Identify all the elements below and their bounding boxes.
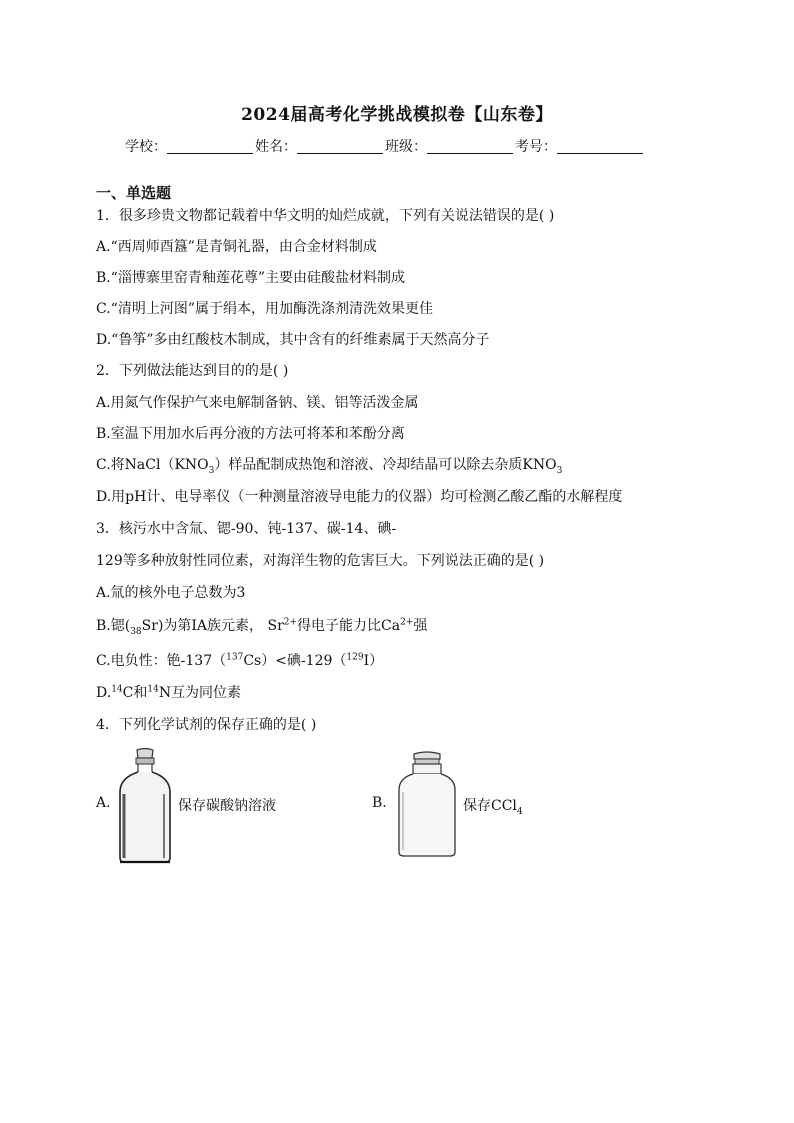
q3-stem-line1: 3．核污水中含氚、锶-90、钝-137、碳-14、碘- bbox=[96, 521, 397, 537]
school-label: 学校： bbox=[125, 139, 167, 155]
q4-option-b-text: 保存CCl$_4$ bbox=[463, 798, 523, 817]
class-blank bbox=[427, 139, 513, 154]
q2-option-d: D.用pH计、电导率仪（一种测量溶液导电能力的仪器）均可检测乙酸乙酯的水解程度 bbox=[96, 489, 623, 505]
q1-stem: 1．很多珍贵文物都记载着中华文明的灿烂成就，下列有关说法错误的是( ) bbox=[96, 208, 555, 224]
q1-option-d: D.“鲁筝”多由红酸枝木制成，其中含有的纤维素属于天然高分子 bbox=[96, 332, 490, 348]
q1-option-b: B.“淄博寨里窑青釉莲花尊”主要由硅酸盐材料制成 bbox=[96, 270, 406, 286]
q3-option-d: D.$^{14}$C和$^{14}$N互为同位素 bbox=[96, 684, 242, 701]
q3-option-c: C.电负性：铯-137（$^{137}$Cs）<碘-129（$^{129}$I） bbox=[96, 652, 384, 669]
name-blank bbox=[297, 139, 383, 154]
q1-option-c: C.“清明上河图”属于绢本，用加酶洗涤剂清洗效果更佳 bbox=[96, 301, 433, 317]
q4-option-a-label: A. bbox=[96, 795, 111, 811]
q4-stem: 4．下列化学试剂的保存正确的是( ) bbox=[96, 717, 317, 733]
page-title: 2024届高考化学挑战模拟卷【山东卷】 bbox=[241, 105, 553, 125]
exam-no-blank bbox=[557, 139, 643, 154]
school-blank bbox=[167, 139, 253, 154]
q1-option-a: A.“西周师酉簋”是青铜礼器，由合金材料制成 bbox=[96, 239, 377, 255]
q2-option-c: C.将$NaCl(KNO_3)$样品配制成热饱和溶液、冷却结晶可以除去杂质$KNO_3$ bbox=[96, 457, 563, 476]
section-heading: 一、单选题 bbox=[96, 184, 172, 202]
q4-option-b-label: B. bbox=[372, 795, 387, 811]
class-label: 班级： bbox=[385, 139, 427, 155]
q3-stem-line2: 129等多种放射性同位素，对海洋生物的危害巨大。下列说法正确的是( ) bbox=[96, 553, 545, 569]
student-info-row bbox=[125, 136, 645, 156]
narrow-mouth-bottle-icon bbox=[114, 748, 176, 864]
q2-option-b: B.室温下用加水后再分液的方法可将苯和苯酚分离 bbox=[96, 426, 405, 442]
q3-option-b: B.锶$(_{38}Sr)$为第ⅠA族元素， $Sr^{2+}$得电子能力比$Ca^{2+}$强 bbox=[96, 617, 428, 637]
wide-mouth-bottle-icon bbox=[396, 750, 458, 860]
exam-no-label: 考号： bbox=[515, 139, 557, 155]
q3-option-a: A.氚的核外电子总数为3 bbox=[96, 585, 246, 601]
q2-stem: 2．下列做法能达到目的的是( ) bbox=[96, 363, 289, 379]
q4-option-a-text: 保存碳酸钠溶液 bbox=[178, 798, 276, 814]
q2-option-a: A.用氮气作保护气来电解制备钠、镁、铝等活泼金属 bbox=[96, 395, 419, 411]
name-label: 姓名： bbox=[255, 139, 297, 155]
